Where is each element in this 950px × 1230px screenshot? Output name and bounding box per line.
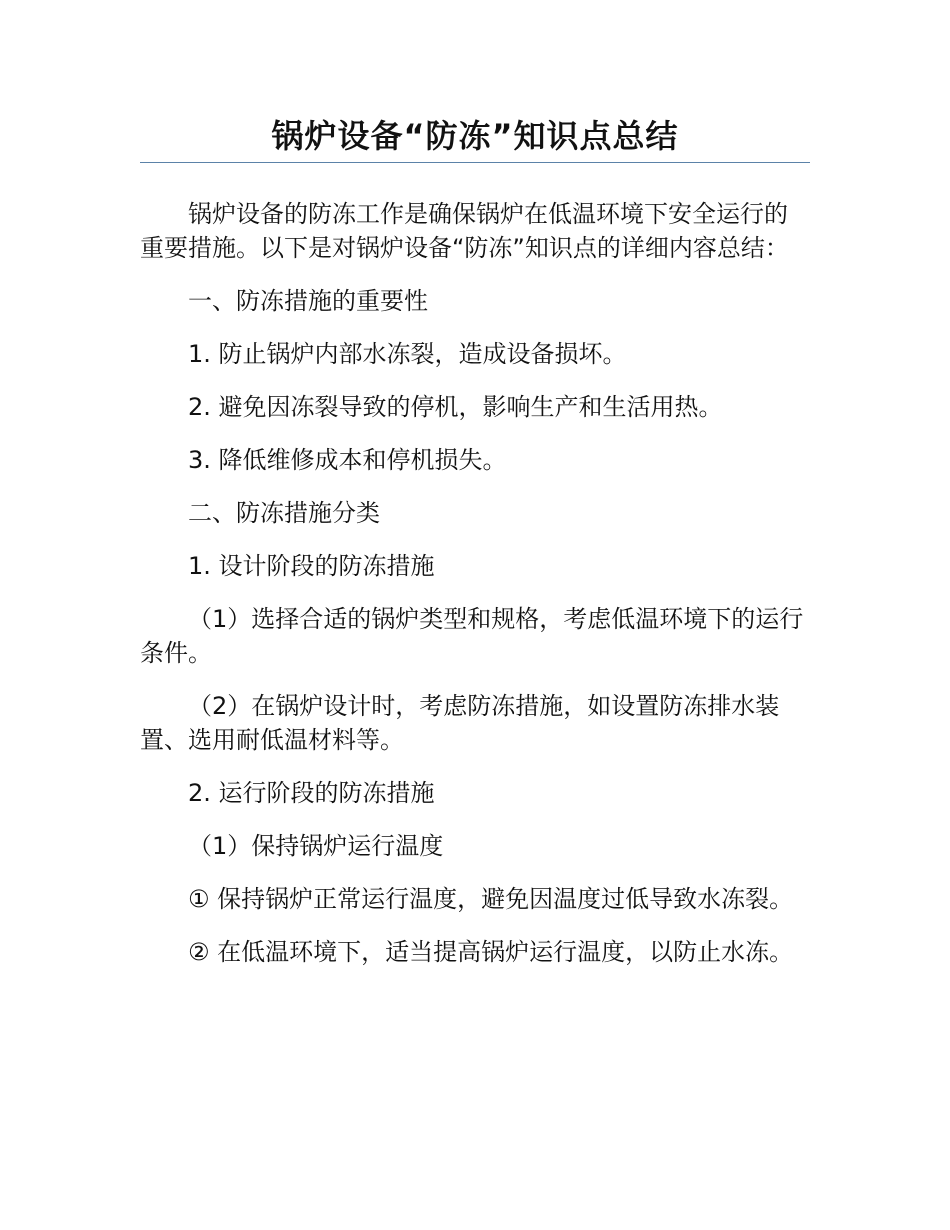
list-item: ② 在低温环境下，适当提高锅炉运行温度，以防止水冻。 (188, 938, 794, 966)
list-item: （2）在锅炉设计时，考虑防冻措施，如设置防冻排水装置、选用耐低温材料等。 (140, 692, 780, 754)
section-heading-classification: 二、防冻措施分类 (188, 499, 380, 527)
section-heading-importance: 一、防冻措施的重要性 (188, 287, 428, 315)
subsection-heading-design: 1. 设计阶段的防冻措施 (188, 552, 435, 580)
document-body (140, 197, 810, 969)
list-item: （1）选择合适的锅炉类型和规格，考虑低温环境下的运行条件。 (140, 605, 804, 667)
document-page (140, 0, 810, 988)
list-item: 2. 避免因冻裂导致的停机，影响生产和生活用热。 (188, 393, 723, 421)
document-title: 锅炉设备“防冻”知识点总结 (271, 117, 679, 155)
title-divider (140, 162, 810, 163)
subsection-heading-operation: 2. 运行阶段的防冻措施 (188, 779, 435, 807)
list-item: 3. 降低维修成本和停机损失。 (188, 446, 507, 474)
intro-paragraph: 锅炉设备的防冻工作是确保锅炉在低温环境下安全运行的重要措施。以下是对锅炉设备“防冻”知识点的详细内容总结： (140, 200, 789, 262)
list-item: 1. 防止锅炉内部水冻裂，造成设备损坏。 (188, 340, 627, 368)
list-item: ① 保持锅炉正常运行温度，避免因温度过低导致水冻裂。 (188, 885, 794, 913)
list-item: （1）保持锅炉运行温度 (188, 832, 444, 860)
